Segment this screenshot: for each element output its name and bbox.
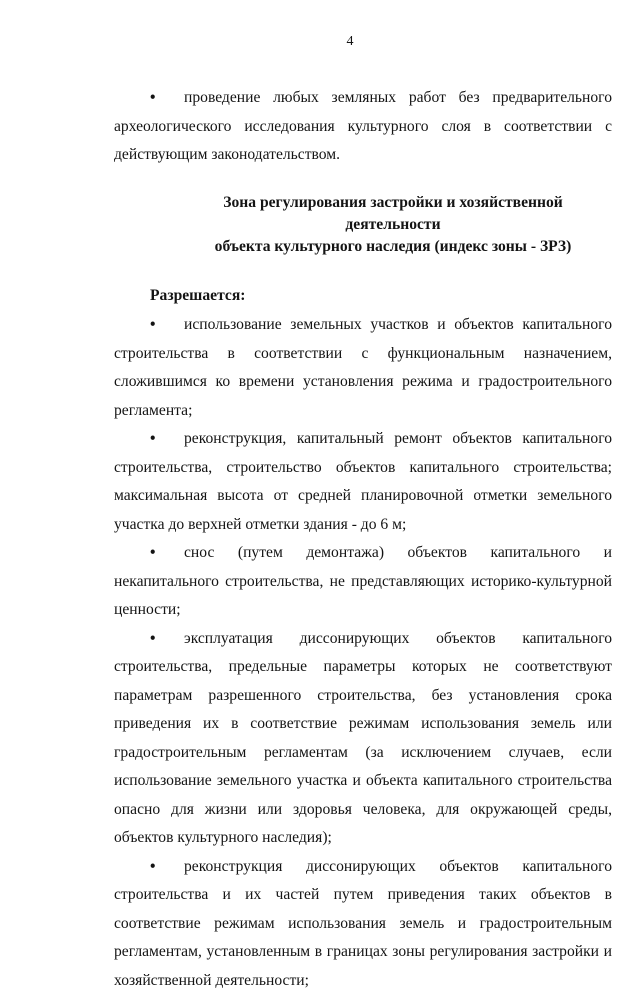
list-item-text: реконструкция, капитальный ремонт объектов капитального строительства, строительство объектов капитального строительства; максимальная высота от средней планировочной отметки земельного участка до верхней отметки здания - до 6 м;: [114, 430, 612, 533]
bullet-icon: •: [150, 311, 184, 340]
page-number: 4: [0, 34, 640, 50]
list-item: [114, 311, 612, 425]
list-item-text: снос (путем демонтажа) объектов капитального и некапитального строительства, не представляющих историко-культурной ценности;: [114, 544, 612, 618]
list-item: [114, 625, 612, 853]
section-heading-line-1: Зона регулирования застройки и хозяйственной деятельности: [174, 192, 612, 236]
section-heading-line-2: объекта культурного наследия (индекс зоны - ЗРЗ): [174, 236, 612, 258]
list-item: [114, 425, 612, 539]
section-heading: [114, 192, 612, 258]
bullet-icon: •: [150, 539, 184, 568]
list-item-text: эксплуатация диссонирующих объектов капитального строительства, предельные параметры которых не соответствуют параметрам разрешенного строительства, без установления срока приведения их в соответствие режимам использования земель или градостроительным регламентам (за исключением случаев, если использование земельного участка и объекта капитального строительства опасно для жизни или здоровья человека, для окружающей среды, объектов культурного наследия);: [114, 630, 612, 847]
list-item-text: использование земельных участков и объектов капитального строительства в соответствии с функциональным назначением, сложившимся ко времени установления режима и градостроительного регламента;: [114, 316, 612, 419]
allowed-heading: Разрешается:: [150, 282, 612, 311]
list-item-text: реконструкция диссонирующих объектов капитального строительства и их частей путем приведения таких объектов в соответствие режимам использования земель и градостроительным регламентам, установленным в границах зоны регулирования застройки и хозяйственной деятельности;: [114, 858, 612, 989]
bullet-icon: •: [150, 625, 184, 654]
list-item-text: проведение любых земляных работ без предварительного археологического исследования культурного слоя в соответствии с действующим законодательством.: [114, 89, 612, 163]
bullet-icon: •: [150, 425, 184, 454]
bullet-icon: •: [150, 853, 184, 882]
list-item: [114, 853, 612, 995]
list-item: [114, 539, 612, 625]
bullet-icon: •: [150, 84, 184, 113]
list-item-intro: [114, 84, 612, 170]
document-body: [114, 84, 612, 995]
